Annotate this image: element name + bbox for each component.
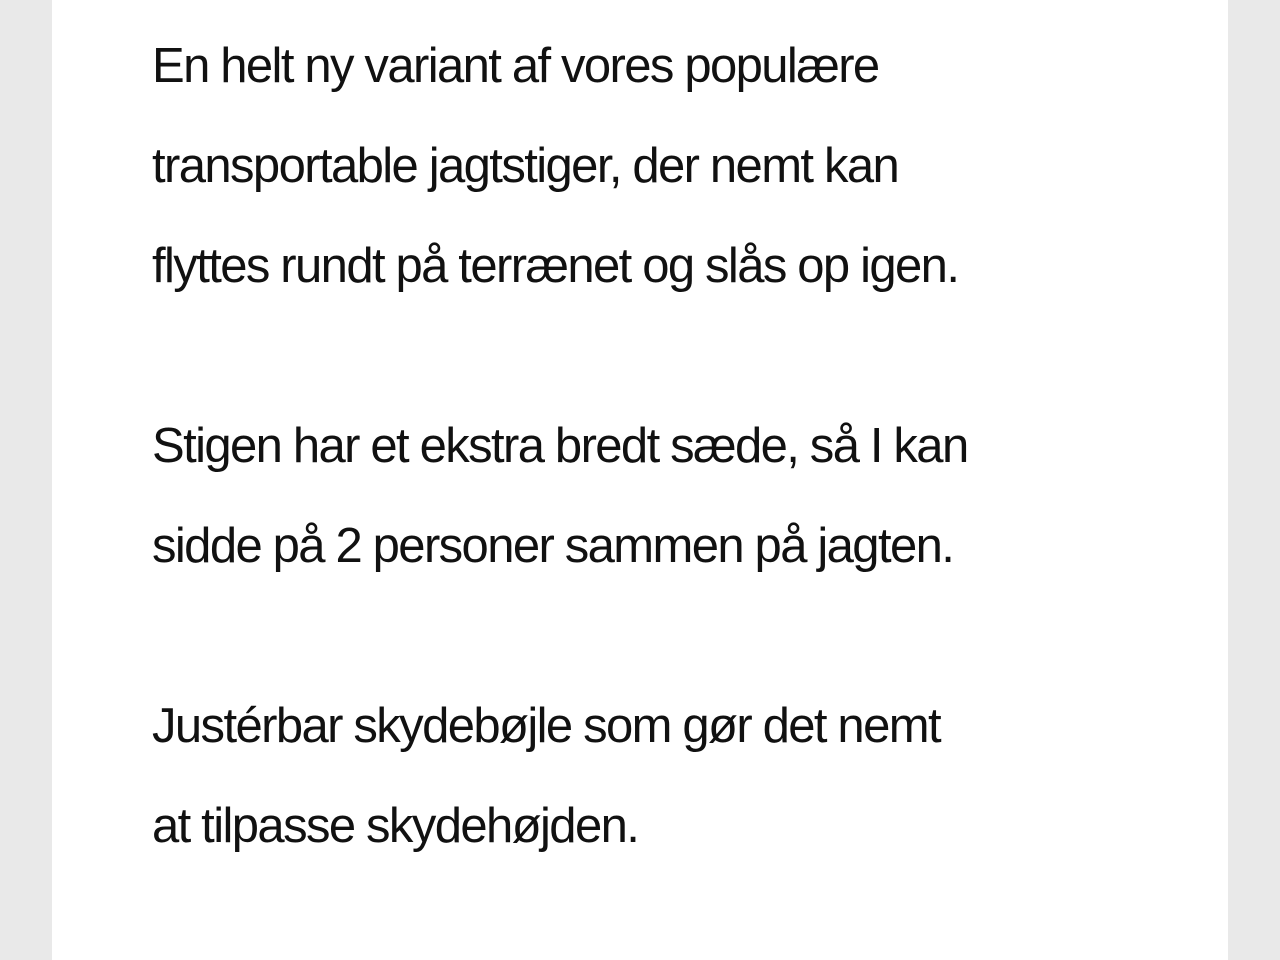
description-paragraph-2: Stigen har et ekstra bredt sæde, så I kan sidde på 2 personer sammen på jagten. — [152, 419, 968, 573]
description-paragraph-3: Justérbar skydebøjle som gør det nemt at tilpasse skydehøjden. — [152, 699, 940, 853]
product-description — [152, 0, 1162, 956]
description-paragraph-1: En helt ny variant af vores populære transportable jagtstiger, der nemt kan flyttes rundt på terrænet og slås op igen. — [152, 39, 959, 293]
product-description-card — [52, 0, 1228, 960]
